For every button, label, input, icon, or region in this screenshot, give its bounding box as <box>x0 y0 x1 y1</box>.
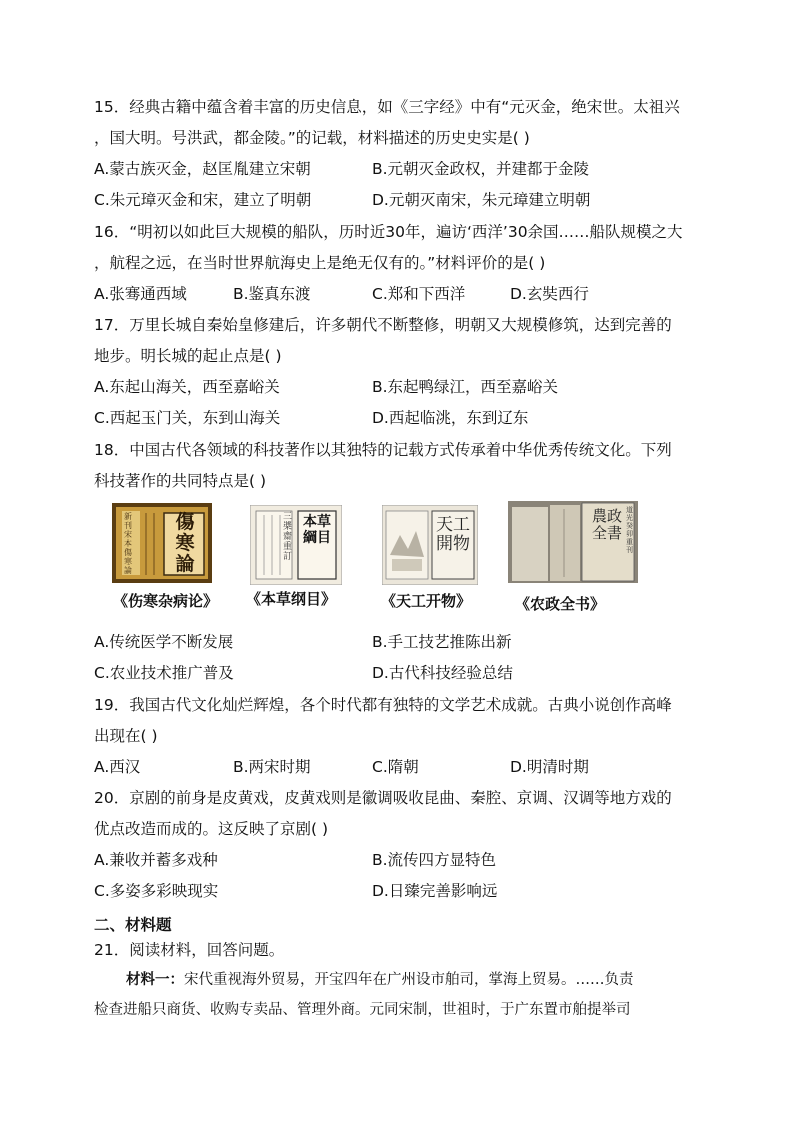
book-caption-nongzheng: 《农政全书》 <box>515 595 606 613</box>
book-side-text-bencao: 三槳齋重訂 <box>283 512 293 562</box>
book-cover-text-nongzheng: 農政全書 <box>591 507 622 542</box>
q20-option-c: C.多姿多彩映现实 <box>94 882 219 900</box>
q17-option-b: B.东起鸭绿江，西至嘉峪关 <box>372 378 559 396</box>
book-caption-bencao: 《本草纲目》 <box>246 590 337 608</box>
q16-option-a: A.张骞通西域 <box>94 285 187 303</box>
book-side-text-nongzheng: 道光癸卯重刊 <box>626 506 633 554</box>
material-text-1: 宋代重视海外贸易，开宝四年在广州设市舶司，掌海上贸易。……负责 <box>184 972 634 988</box>
q15-line-2: ，国大明。号洪武，都金陵。”的记载，材料描述的历史史实是( ) <box>94 129 530 147</box>
q17-option-a: A.东起山海关，西至嘉峪关 <box>94 378 280 396</box>
q20-option-b: B.流传四方显特色 <box>372 851 497 869</box>
book-side-text-shanghan: 新刊宋本傷寒論 <box>124 512 132 575</box>
q17-option-d: D.西起临洮，东到辽东 <box>372 409 529 427</box>
q18-line-2: 科技著作的共同特点是( ) <box>94 472 267 490</box>
book-cover-text-tiangong: 天工開物 <box>436 515 470 554</box>
q18-option-d: D.古代科技经验总结 <box>372 664 513 682</box>
q17-line-1: 17．万里长城自秦始皇修建后，许多朝代不断整修，明朝又大规模修筑，达到完善的 <box>94 316 672 334</box>
material-label: 材料一： <box>126 971 184 988</box>
q19-line-1: 19．我国古代文化灿烂辉煌，各个时代都有独特的文学艺术成就。古典小说创作高峰 <box>94 696 672 714</box>
q18-option-a: A.传统医学不断发展 <box>94 633 234 651</box>
q20-option-a: A.兼收并蓄多戏种 <box>94 851 218 869</box>
book-cover-text-bencao: 本草綱目 <box>303 514 331 546</box>
book-caption-tiangong: 《天工开物》 <box>381 592 472 610</box>
q20-line-1: 20．京剧的前身是皮黄戏，皮黄戏则是徽调吸收昆曲、秦腔、京调、汉调等地方戏的 <box>94 789 672 807</box>
q16-option-b: B.鉴真东渡 <box>233 285 311 303</box>
q16-line-1: 16．“明初以如此巨大规模的船队，历时近30年，遍访‘西洋’30余国……船队规模之大 <box>94 223 683 241</box>
q15-option-a: A.蒙古族灭金，赵匡胤建立宋朝 <box>94 160 311 178</box>
q21-prompt: 21．阅读材料，回答问题。 <box>94 941 285 959</box>
q17-line-2: 地步。明长城的起止点是( ) <box>94 347 282 365</box>
material-one-line-1 <box>126 970 732 990</box>
q18-option-b: B.手工技艺推陈出新 <box>372 633 512 651</box>
q16-line-2: ，航程之远，在当时世界航海史上是绝无仅有的。”材料评价的是( ) <box>94 254 546 272</box>
q15-option-d: D.元朝灭南宋，朱元璋建立明朝 <box>372 191 591 209</box>
q15-option-c: C.朱元璋灭金和宋，建立了明朝 <box>94 191 312 209</box>
q15-line-1: 15．经典古籍中蕴含着丰富的历史信息，如《三字经》中有“元灭金，绝宋世。太祖兴 <box>94 98 680 116</box>
q19-option-d: D.明清时期 <box>510 758 589 776</box>
q19-option-a: A.西汉 <box>94 758 141 776</box>
section-title: 二、材料题 <box>94 916 172 934</box>
q19-option-c: C.隋朝 <box>372 758 419 776</box>
book-caption-shanghan: 《伤寒杂病论》 <box>113 592 219 610</box>
book-cover-text-shanghan: 傷寒論 <box>175 511 195 575</box>
material-one-line-2: 检查进船只商货、收购专卖品、管理外商。元同宋制，世祖时，于广东置市舶提举司 <box>94 1002 631 1018</box>
q18-line-1: 18．中国古代各领域的科技著作以其独特的记载方式传承着中华优秀传统文化。下列 <box>94 441 672 459</box>
q15-option-b: B.元朝灭金政权，并建都于金陵 <box>372 160 590 178</box>
q18-option-c: C.农业技术推广普及 <box>94 664 234 682</box>
q16-option-d: D.玄奘西行 <box>510 285 589 303</box>
q19-option-b: B.两宋时期 <box>233 758 311 776</box>
q20-option-d: D.日臻完善影响远 <box>372 882 498 900</box>
q19-line-2: 出现在( ) <box>94 727 158 745</box>
q16-option-c: C.郑和下西洋 <box>372 285 466 303</box>
q17-option-c: C.西起玉门关，东到山海关 <box>94 409 281 427</box>
q20-line-2: 优点改造而成的。这反映了京剧( ) <box>94 820 329 838</box>
